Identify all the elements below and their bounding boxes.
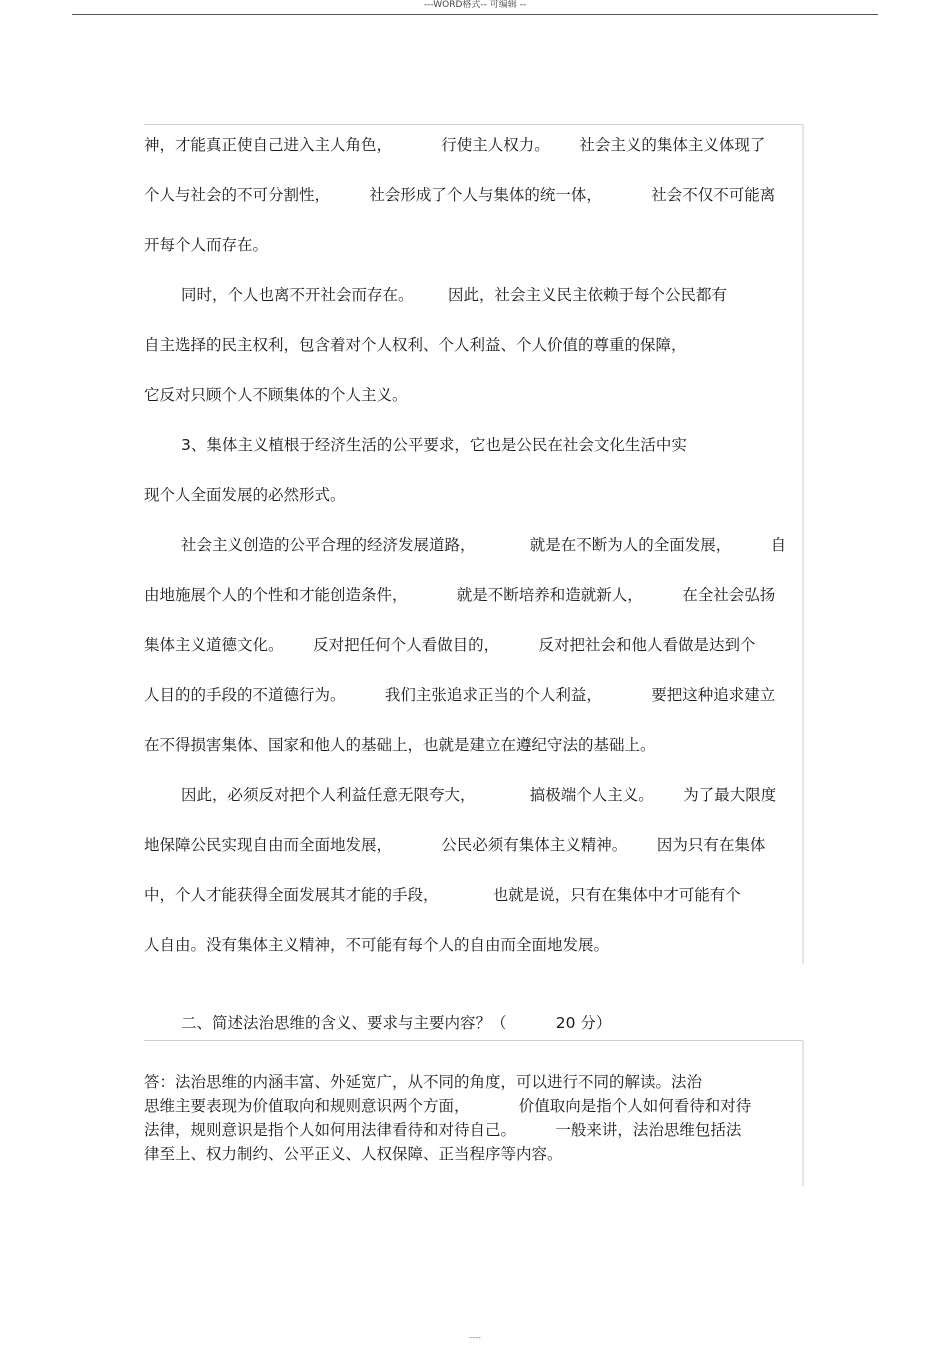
- answer-line: 思维主要表现为价值取向和规则意识两个方面， 价值取向是指个人如何看待和对待: [144, 1097, 752, 1115]
- section1-frame-shadow: [802, 124, 804, 964]
- body-line: 3、集体主义植根于经济生活的公平要求，它也是公民在社会文化生活中实: [181, 436, 687, 454]
- body-line: 开每个人而存在。: [144, 236, 269, 254]
- body-line: 自主选择的民主权利，包含着对个人权利、个人利益、个人价值的尊重的保障，: [144, 336, 687, 354]
- body-line: 个人与社会的不可分割性， 社会形成了个人与集体的统一体， 社会不仅不可能离: [144, 186, 776, 204]
- answer-line: 答：法治思维的内涵丰富、外延宽广，从不同的角度，可以进行不同的解读。法治: [144, 1073, 703, 1091]
- body-line: 同时，个人也离不开社会而存在。 因此，社会主义民主依赖于每个公民都有: [181, 286, 727, 304]
- answer-line: 律至上、权力制约、公平正义、人权保障、正当程序等内容。: [144, 1145, 563, 1163]
- page-header-text: ---WORD格式-- 可编辑 --: [423, 0, 527, 10]
- body-line: 地保障公民实现自由而全面地发展， 公民必须有集体主义精神。 因为只有在集体: [144, 836, 766, 854]
- body-line: 社会主义创造的公平合理的经济发展道路， 就是在不断为人的全面发展， 自: [181, 536, 787, 554]
- body-line: 它反对只顾个人不顾集体的个人主义。: [144, 386, 408, 404]
- answer-line: 法律，规则意识是指个人如何用法律看待和对待自己。 一般来讲，法治思维包括法: [144, 1121, 742, 1139]
- page-footer-mark: ----: [469, 1333, 481, 1342]
- question-title: 二、简述法治思维的含义、要求与主要内容？（ 20 分）: [181, 1014, 612, 1032]
- body-line: 集体主义道德文化。 反对把任何个人看做目的， 反对把社会和他人看做是达到个: [144, 636, 756, 654]
- body-line: 人自由。没有集体主义精神，不可能有每个人的自由而全面地发展。: [144, 936, 610, 954]
- body-line: 由地施展个人的个性和才能创造条件， 就是不断培养和造就新人， 在全社会弘扬: [144, 586, 776, 604]
- header-divider: [72, 14, 878, 15]
- body-line: 因此，必须反对把个人利益任意无限夸大， 搞极端个人主义。 为了最大限度: [181, 786, 777, 804]
- answer-frame-shadow: [802, 1040, 804, 1186]
- body-line: 神，才能真正使自己进入主人角色， 行使主人权力。 社会主义的集体主义体现了: [144, 136, 766, 154]
- body-line: 人目的的手段的不道德行为。 我们主张追求正当的个人利益， 要把这种追求建立: [144, 686, 776, 704]
- body-line: 中，个人才能获得全面发展其才能的手段， 也就是说，只有在集体中才可能有个: [144, 886, 741, 904]
- body-line: 在不得损害集体、国家和他人的基础上，也就是建立在遵纪守法的基础上。: [144, 736, 656, 754]
- body-line: 现个人全面发展的必然形式。: [144, 486, 346, 504]
